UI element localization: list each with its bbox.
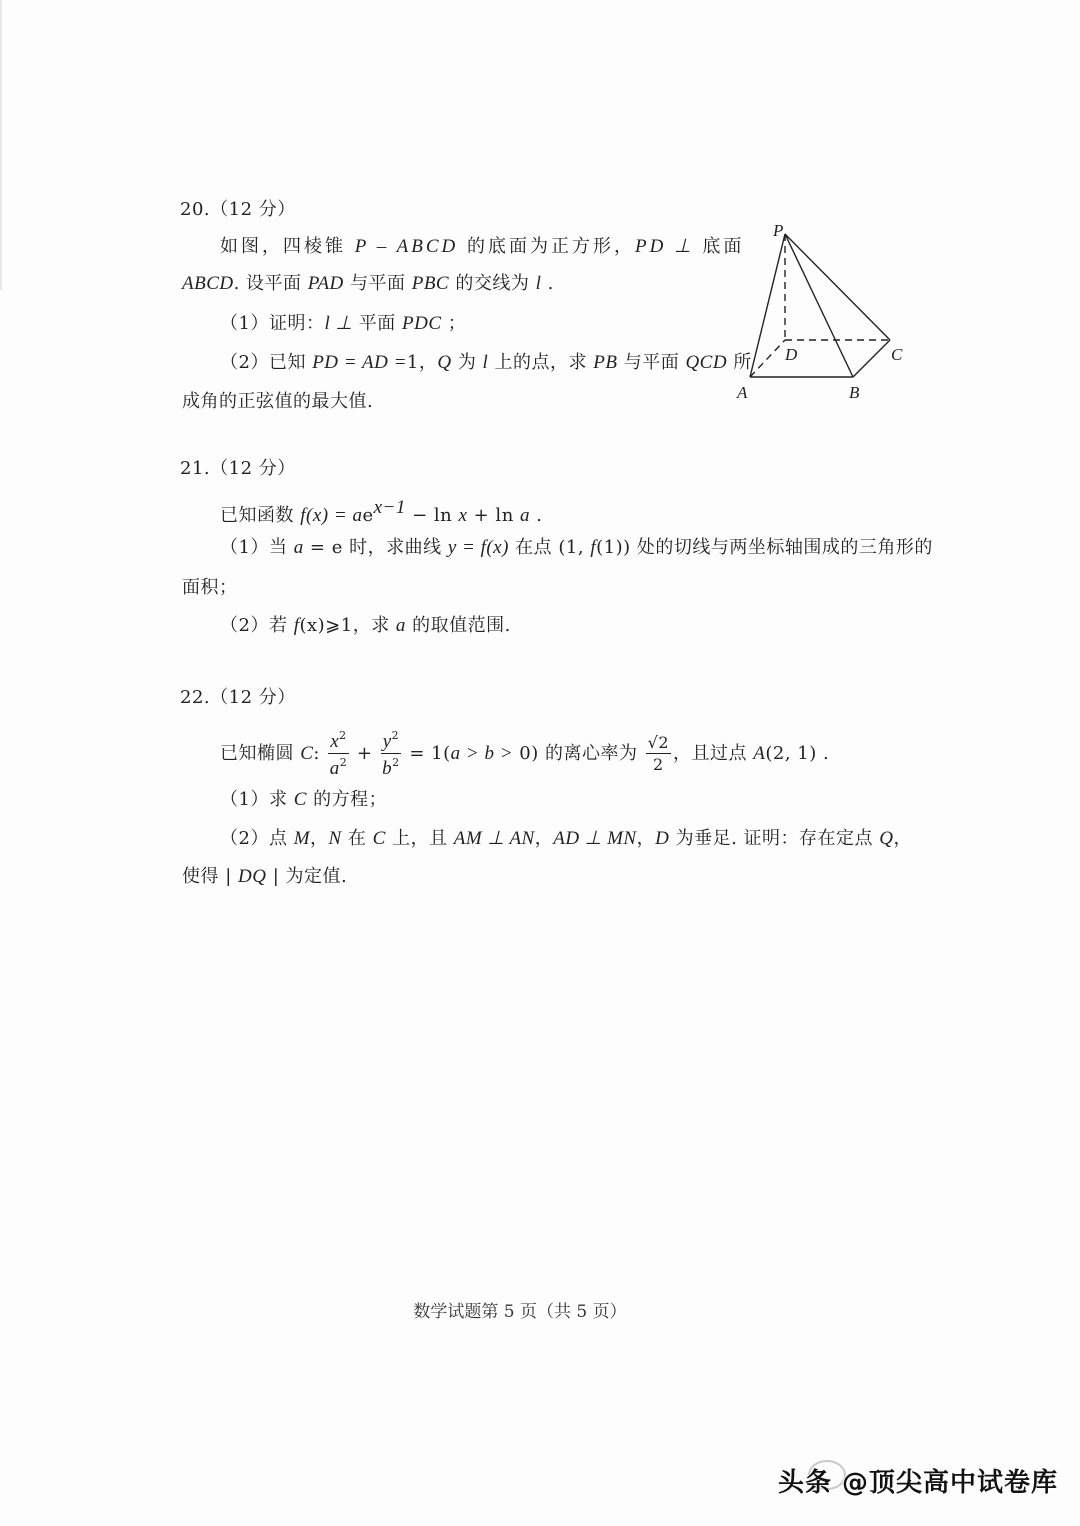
math: QCD — [685, 352, 728, 373]
text: 已知函数 — [220, 505, 301, 526]
question-20-part2-line2: 成角的正弦值的最大值. — [182, 391, 374, 412]
math: l — [535, 273, 542, 294]
math: D — [655, 828, 670, 849]
math: a — [352, 505, 363, 526]
math: a — [293, 537, 304, 558]
text: （2）点 — [220, 828, 294, 849]
text: 的底面为正方形， — [458, 236, 635, 257]
text: （2）已知 — [220, 352, 313, 373]
text: 在 — [341, 828, 373, 849]
question-22-header — [180, 686, 296, 710]
text: = e 时，求曲线 — [303, 537, 448, 558]
question-score: （12 分） — [210, 458, 296, 479]
math: l — [482, 352, 489, 373]
question-number: 21. — [180, 458, 211, 479]
math: M — [293, 828, 311, 849]
text: 的取值范围. — [405, 615, 511, 636]
pyramid-figure — [735, 222, 915, 407]
math: AD ⊥ MN — [553, 828, 637, 849]
math: N — [328, 828, 342, 849]
math: b — [382, 758, 393, 779]
math: C — [293, 789, 307, 810]
text: 已知椭圆 — [220, 743, 301, 764]
text: 的方程； — [306, 789, 388, 810]
text: . 设平面 — [233, 273, 308, 294]
text: 底面 — [693, 236, 745, 257]
math: PD ⊥ — [635, 236, 694, 257]
text: . — [541, 273, 554, 294]
fraction-eccentricity — [646, 735, 671, 773]
math: DQ — [238, 866, 267, 887]
label-A: A — [737, 383, 748, 402]
math: C — [372, 828, 386, 849]
exponent: 2 — [339, 756, 348, 769]
math: AM ⊥ AN — [453, 828, 535, 849]
page-footer: 数学试题第 5 页（共 5 页） — [413, 1302, 627, 1322]
question-number: 22. — [180, 687, 211, 708]
text: （2）若 — [220, 615, 294, 636]
math: A — [753, 743, 766, 764]
math: C — [300, 743, 314, 764]
math: + — [350, 743, 379, 764]
math: (x) = — [306, 505, 353, 526]
question-21-part1-line1 — [220, 536, 933, 560]
fraction-y2-b2 — [381, 730, 401, 778]
text: 的交线为 — [449, 273, 536, 294]
text: | 为定值. — [266, 866, 348, 887]
label-B: B — [849, 383, 860, 402]
label-P: P — [773, 222, 784, 240]
math: x — [458, 505, 468, 526]
math: √2 — [647, 733, 670, 752]
math: (2, 1) . — [765, 743, 830, 764]
question-20-part2-line1 — [220, 351, 752, 375]
text: 平面 — [352, 313, 402, 334]
text: : — [313, 743, 327, 764]
text: 与平面 — [343, 273, 412, 294]
math: = 1( — [403, 743, 451, 764]
text: ，且过点 — [673, 743, 754, 764]
text: 0) 的离心率为 — [513, 743, 644, 764]
math: Q — [879, 828, 894, 849]
math: ABCD — [182, 273, 234, 294]
math: a — [395, 615, 406, 636]
math: y — [382, 731, 392, 752]
text: （1）证明： — [220, 313, 325, 334]
label-C: C — [891, 345, 903, 364]
math: e — [362, 505, 374, 526]
question-22-stem — [220, 730, 829, 778]
math: Q — [437, 352, 452, 373]
math: a > b > — [450, 743, 514, 764]
question-score: （12 分） — [210, 199, 296, 220]
math: f — [590, 537, 597, 558]
exponent: x−1 — [373, 497, 406, 518]
text: ； — [441, 313, 467, 334]
label-D: D — [785, 345, 798, 364]
question-21-part2 — [220, 614, 511, 638]
text: 如图，四棱锥 — [220, 236, 355, 257]
math: f — [300, 505, 307, 526]
math: (x) — [486, 537, 509, 558]
question-number: 20. — [180, 199, 211, 220]
text: 上的点，求 — [488, 352, 594, 373]
text: （1）当 — [220, 537, 294, 558]
question-20-header — [180, 198, 296, 222]
question-21-part1-line2: 面积； — [182, 577, 238, 598]
math: l ⊥ — [324, 313, 353, 334]
text: 所 — [727, 352, 752, 373]
question-22-part1 — [220, 788, 387, 812]
math: PDC — [402, 313, 442, 334]
text: 1， — [406, 352, 438, 373]
math: PB — [593, 352, 618, 373]
page-edge — [0, 0, 2, 290]
text: （1）求 — [220, 789, 294, 810]
math: P – ABCD — [354, 236, 459, 257]
question-21-header — [180, 457, 296, 481]
exponent: 2 — [339, 729, 347, 742]
exponent: 2 — [391, 729, 400, 742]
pyramid-diagram — [735, 222, 915, 407]
text: ， — [310, 828, 329, 849]
math: + ln — [467, 505, 521, 526]
math: PBC — [411, 273, 450, 294]
question-20-part1 — [220, 312, 466, 336]
math: f — [293, 615, 300, 636]
math: − ln — [405, 505, 459, 526]
text: (1)) 处的切线与两坐标轴围成的三角形的 — [596, 537, 933, 558]
question-score: （12 分） — [210, 687, 296, 708]
fraction-x2-a2 — [328, 730, 348, 778]
math: a — [520, 505, 531, 526]
math: PAD — [307, 273, 344, 294]
exponent: 2 — [392, 756, 400, 769]
math: PD = AD = — [312, 352, 407, 373]
text: . — [530, 505, 543, 526]
math: a — [329, 758, 340, 779]
text: ， — [534, 828, 554, 849]
text: 为垂足. 证明：存在定点 — [669, 828, 880, 849]
text: (x)⩾1，求 — [299, 615, 396, 636]
text: 使得 | — [182, 866, 239, 887]
watermark-text: 头条 @顶尖高中试卷库 — [778, 1468, 1059, 1498]
question-22-part2-line1 — [220, 827, 912, 851]
math: 2 — [653, 755, 664, 774]
text: 为 — [451, 352, 483, 373]
math: y = f — [447, 537, 487, 558]
text: ， — [636, 828, 656, 849]
question-20-stem-line2 — [182, 272, 554, 296]
text: 上，且 — [385, 828, 454, 849]
text: 在点 (1, — [508, 537, 591, 558]
text: 与平面 — [617, 352, 686, 373]
text: ， — [893, 828, 912, 849]
question-21-stem — [220, 496, 542, 528]
math: x — [330, 731, 340, 752]
question-20-stem-line1 — [220, 235, 744, 259]
question-22-part2-line2 — [182, 865, 347, 889]
